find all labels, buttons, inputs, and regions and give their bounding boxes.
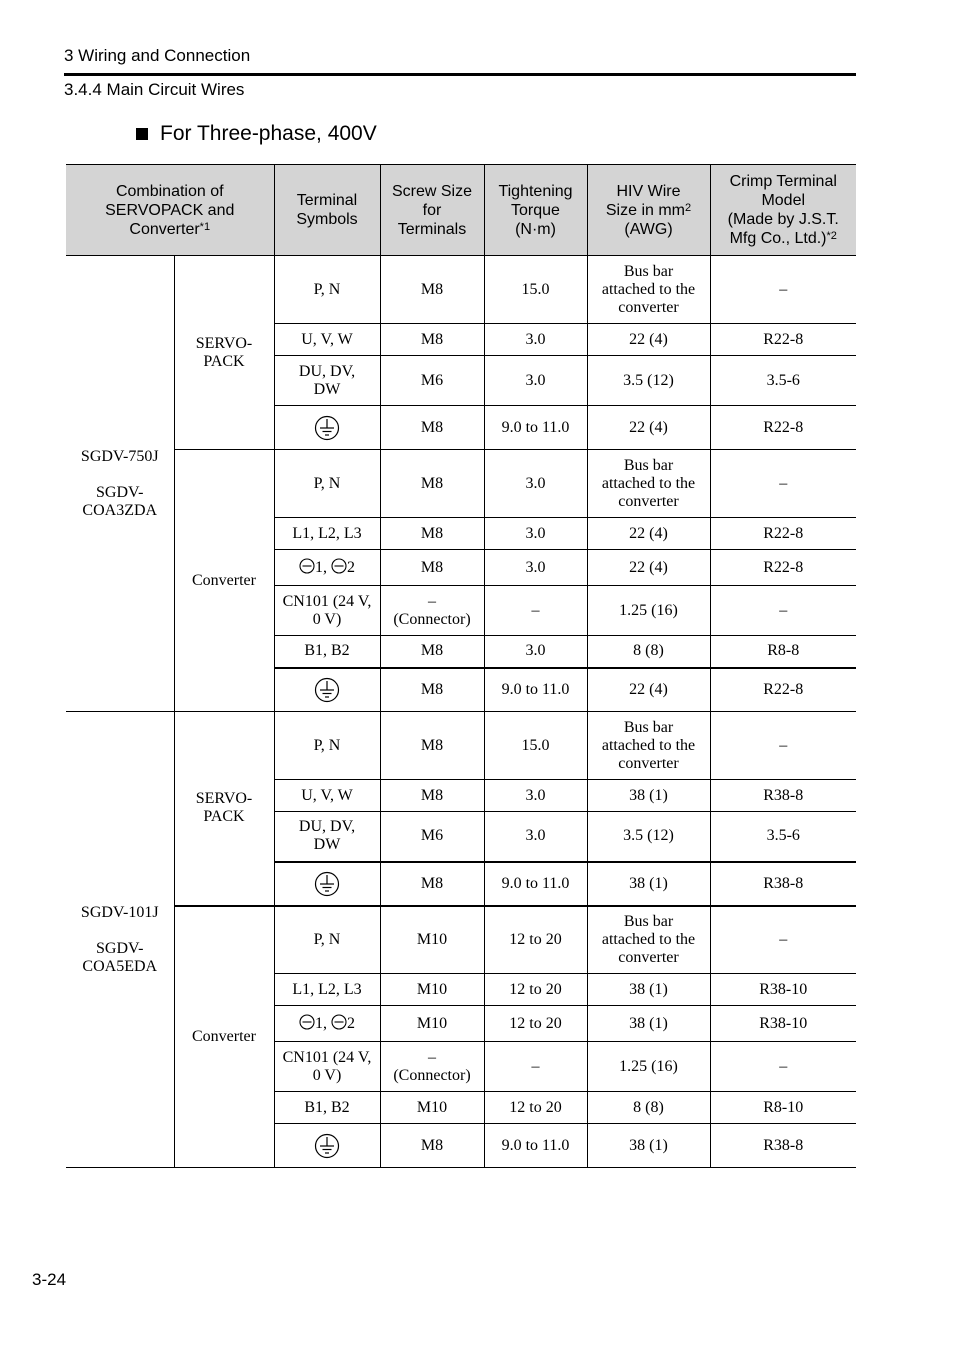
header-rule — [64, 73, 856, 76]
combination-cell: SGDV-750J SGDV- COA3ZDA — [66, 256, 174, 712]
screw-size-cell: M10 — [380, 974, 484, 1006]
wire-size-cell: 38 (1) — [587, 974, 710, 1006]
main-circuit-wire-table — [66, 164, 856, 1168]
torque-cell: 3.0 — [484, 780, 587, 812]
terminal-symbol-cell — [274, 1124, 380, 1168]
unit-cell: SERVO- PACK — [174, 256, 274, 450]
torque-cell: 9.0 to 11.0 — [484, 668, 587, 712]
square-bullet-icon — [136, 128, 148, 140]
screw-size-cell: M8 — [380, 862, 484, 906]
unit-cell: Converter — [174, 450, 274, 712]
unit-cell: Converter — [174, 906, 274, 1168]
torque-cell: 3.0 — [484, 450, 587, 518]
header-terminal-symbols: Terminal Symbols — [274, 165, 380, 256]
crimp-terminal-cell: R22-8 — [710, 668, 856, 712]
chapter-header: 3 Wiring and Connection — [64, 46, 251, 65]
screw-size-cell: M8 — [380, 450, 484, 518]
torque-cell: 12 to 20 — [484, 906, 587, 974]
table-row — [66, 450, 856, 518]
wire-size-cell: 3.5 (12) — [587, 356, 710, 406]
wire-size-cell: 1.25 (16) — [587, 586, 710, 636]
screw-size-cell: M8 — [380, 668, 484, 712]
page-number: 3-24 — [32, 1270, 67, 1289]
circled-minus-icon — [331, 558, 347, 574]
crimp-terminal-cell: R38-8 — [710, 780, 856, 812]
terminal-symbol-cell: DU, DV, DW — [274, 812, 380, 862]
screw-size-cell: M8 — [380, 780, 484, 812]
crimp-terminal-cell: R22-8 — [710, 518, 856, 550]
wire-size-cell: 1.25 (16) — [587, 1042, 710, 1092]
ground-icon — [314, 677, 340, 703]
section-title-text: For Three-phase, 400V — [160, 122, 377, 145]
torque-cell: – — [484, 586, 587, 636]
wire-size-cell: 22 (4) — [587, 518, 710, 550]
wire-size-cell: 22 (4) — [587, 324, 710, 356]
torque-cell: 3.0 — [484, 636, 587, 668]
ground-icon — [314, 871, 340, 897]
combination-cell: SGDV-101J SGDV- COA5EDA — [66, 712, 174, 1168]
header-wire-size: HIV Wire Size in $mm^2$ (AWG) — [587, 165, 710, 256]
wire-size-cell: 22 (4) — [587, 550, 710, 586]
torque-cell: 3.0 — [484, 550, 587, 586]
section-header: 3.4.4 Main Circuit Wires — [64, 80, 245, 99]
torque-cell: 15.0 — [484, 712, 587, 780]
unit-cell: SERVO- PACK — [174, 712, 274, 906]
terminal-symbol-cell: P, N — [274, 256, 380, 324]
torque-cell: 9.0 to 11.0 — [484, 1124, 587, 1168]
crimp-terminal-cell: – — [710, 906, 856, 974]
torque-cell: 3.0 — [484, 518, 587, 550]
torque-cell: – — [484, 1042, 587, 1092]
circled-minus-icon — [331, 1014, 347, 1030]
torque-cell: 12 to 20 — [484, 1092, 587, 1124]
terminal-symbol-cell: CN101 (24 V, 0 V) — [274, 586, 380, 636]
screw-size-cell: M6 — [380, 812, 484, 862]
crimp-terminal-cell: 3.5-6 — [710, 356, 856, 406]
screw-size-cell: M8 — [380, 256, 484, 324]
terminal-symbol-cell: U, V, W — [274, 324, 380, 356]
terminal-symbol-cell: P, N — [274, 906, 380, 974]
wire-size-cell: 8 (8) — [587, 1092, 710, 1124]
circled-minus-icon — [299, 1014, 315, 1030]
terminal-symbol-cell: DU, DV, DW — [274, 356, 380, 406]
torque-cell: 9.0 to 11.0 — [484, 862, 587, 906]
wire-size-cell: Bus bar attached to the converter — [587, 450, 710, 518]
crimp-terminal-cell: – — [710, 450, 856, 518]
wire-size-cell: 3.5 (12) — [587, 812, 710, 862]
terminal-symbol-cell: L1, L2, L3 — [274, 518, 380, 550]
crimp-terminal-cell: – — [710, 712, 856, 780]
terminal-symbol-cell: B1, B2 — [274, 1092, 380, 1124]
screw-size-cell: M8 — [380, 636, 484, 668]
crimp-terminal-cell: – — [710, 586, 856, 636]
terminal-symbol-cell: P, N — [274, 712, 380, 780]
table-row — [66, 256, 856, 324]
screw-size-cell: M8 — [380, 712, 484, 780]
screw-size-cell: M10 — [380, 1006, 484, 1042]
ground-icon — [314, 1133, 340, 1159]
table-header-row — [66, 165, 856, 256]
crimp-terminal-cell: – — [710, 256, 856, 324]
screw-size-cell: M8 — [380, 406, 484, 450]
screw-size-cell: M10 — [380, 1092, 484, 1124]
wire-size-cell: 22 (4) — [587, 668, 710, 712]
crimp-terminal-cell: R22-8 — [710, 406, 856, 450]
crimp-terminal-cell: – — [710, 1042, 856, 1092]
table-row — [66, 906, 856, 974]
wire-size-cell: 38 (1) — [587, 780, 710, 812]
screw-size-cell: M8 — [380, 518, 484, 550]
crimp-terminal-cell: R22-8 — [710, 324, 856, 356]
wire-size-cell: 22 (4) — [587, 406, 710, 450]
screw-size-cell: – (Connector) — [380, 1042, 484, 1092]
screw-size-cell: – (Connector) — [380, 586, 484, 636]
crimp-terminal-cell: R38-10 — [710, 1006, 856, 1042]
ground-icon — [314, 415, 340, 441]
terminal-symbol-cell — [274, 406, 380, 450]
crimp-terminal-cell: R38-8 — [710, 1124, 856, 1168]
wire-size-cell: 38 (1) — [587, 1006, 710, 1042]
terminal-symbol-cell: L1, L2, L3 — [274, 974, 380, 1006]
terminal-symbol-cell — [274, 668, 380, 712]
header-crimp-terminal: Crimp Terminal Model (Made by J.S.T. Mfg Co., Ltd.)$^{*2}$ — [710, 165, 856, 256]
wire-size-cell: 38 (1) — [587, 1124, 710, 1168]
crimp-terminal-cell: R8-8 — [710, 636, 856, 668]
screw-size-cell: M6 — [380, 356, 484, 406]
terminal-symbol-cell: CN101 (24 V, 0 V) — [274, 1042, 380, 1092]
screw-size-cell: M8 — [380, 550, 484, 586]
screw-size-cell: M8 — [380, 324, 484, 356]
header-torque: Tightening Torque (N·m) — [484, 165, 587, 256]
section-title — [136, 122, 377, 146]
terminal-symbol-cell: B1, B2 — [274, 636, 380, 668]
wire-size-cell: 8 (8) — [587, 636, 710, 668]
terminal-symbol-cell: 1, 2 — [274, 550, 380, 586]
crimp-terminal-cell: R38-8 — [710, 862, 856, 906]
header-combination: Combination of SERVOPACK and Converter$^{*1}$ — [66, 165, 274, 256]
torque-cell: 9.0 to 11.0 — [484, 406, 587, 450]
terminal-symbol-cell — [274, 862, 380, 906]
torque-cell: 3.0 — [484, 812, 587, 862]
terminal-symbol-cell: 1, 2 — [274, 1006, 380, 1042]
wire-size-cell: Bus bar attached to the converter — [587, 256, 710, 324]
terminal-symbol-cell: U, V, W — [274, 780, 380, 812]
terminal-symbol-cell: P, N — [274, 450, 380, 518]
screw-size-cell: M10 — [380, 906, 484, 974]
crimp-terminal-cell: R38-10 — [710, 974, 856, 1006]
wire-size-cell: Bus bar attached to the converter — [587, 906, 710, 974]
screw-size-cell: M8 — [380, 1124, 484, 1168]
wire-size-cell: 38 (1) — [587, 862, 710, 906]
torque-cell: 3.0 — [484, 324, 587, 356]
circled-minus-icon — [299, 558, 315, 574]
table-row — [66, 712, 856, 780]
wire-size-cell: Bus bar attached to the converter — [587, 712, 710, 780]
crimp-terminal-cell: R22-8 — [710, 550, 856, 586]
crimp-terminal-cell: 3.5-6 — [710, 812, 856, 862]
torque-cell: 12 to 20 — [484, 974, 587, 1006]
crimp-terminal-cell: R8-10 — [710, 1092, 856, 1124]
header-screw-size: Screw Size for Terminals — [380, 165, 484, 256]
torque-cell: 12 to 20 — [484, 1006, 587, 1042]
torque-cell: 3.0 — [484, 356, 587, 406]
torque-cell: 15.0 — [484, 256, 587, 324]
